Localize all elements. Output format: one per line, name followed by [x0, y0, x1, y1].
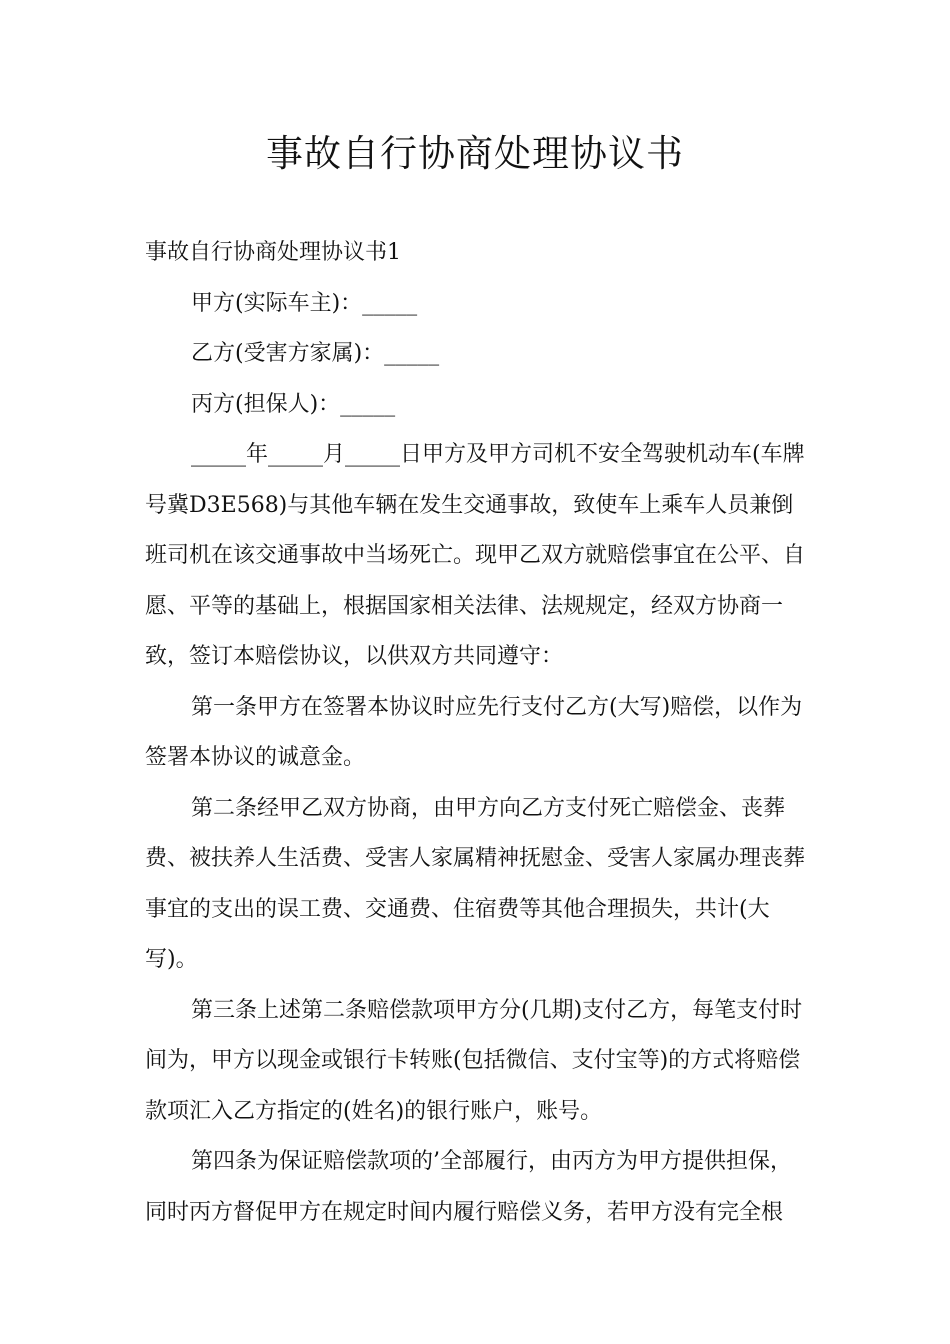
- article-3-paragraph: 第三条上述第二条赔偿款项甲方分(几期)支付乙方，每笔支付时间为，甲方以现金或银行卡转账(包括微信、支付宝等)的方式将赔偿款项汇入乙方指定的(姓名)的银行账户，账号。: [145, 997, 803, 1124]
- document-title: 事故自行协商处理协议书: [266, 132, 684, 175]
- party-a-line: 甲方(实际车主)：_____: [191, 290, 418, 316]
- document-body: [145, 228, 811, 1238]
- article-1-paragraph: 第一条甲方在签署本协议时应先行支付乙方(大写)赔偿，以作为签署本协议的诚意金。: [145, 694, 803, 770]
- party-c-line: 丙方(担保人)：_____: [191, 391, 396, 417]
- accident-description-paragraph: _____年_____月_____日甲方及甲方司机不安全驾驶机动车(车牌号冀D3E568)与其他车辆在发生交通事故，致使车上乘车人员兼倒班司机在该交通事故中当场死亡。现甲乙双方就赔偿事宜在公平、自愿、平等的基础上，根据国家相关法律、法规规定，经双方协商一致，签订本赔偿协议，以供双方共同遵守：: [145, 442, 806, 669]
- article-4-paragraph: 第四条为保证赔偿款项的’全部履行，由丙方为甲方提供担保，同时丙方督促甲方在规定时间内履行赔偿义务，若甲方没有完全根: [145, 1149, 792, 1225]
- article-2-paragraph: 第二条经甲乙双方协商，由甲方向乙方支付死亡赔偿金、丧葬费、被扶养人生活费、受害人家属精神抚慰金、受害人家属办理丧葬事宜的支出的误工费、交通费、住宿费等其他合理损失，共计(大写)。: [145, 795, 806, 972]
- agreement-subtitle: 事故自行协商处理协议书1: [145, 240, 401, 265]
- party-b-line: 乙方(受害方家属)：_____: [191, 341, 440, 366]
